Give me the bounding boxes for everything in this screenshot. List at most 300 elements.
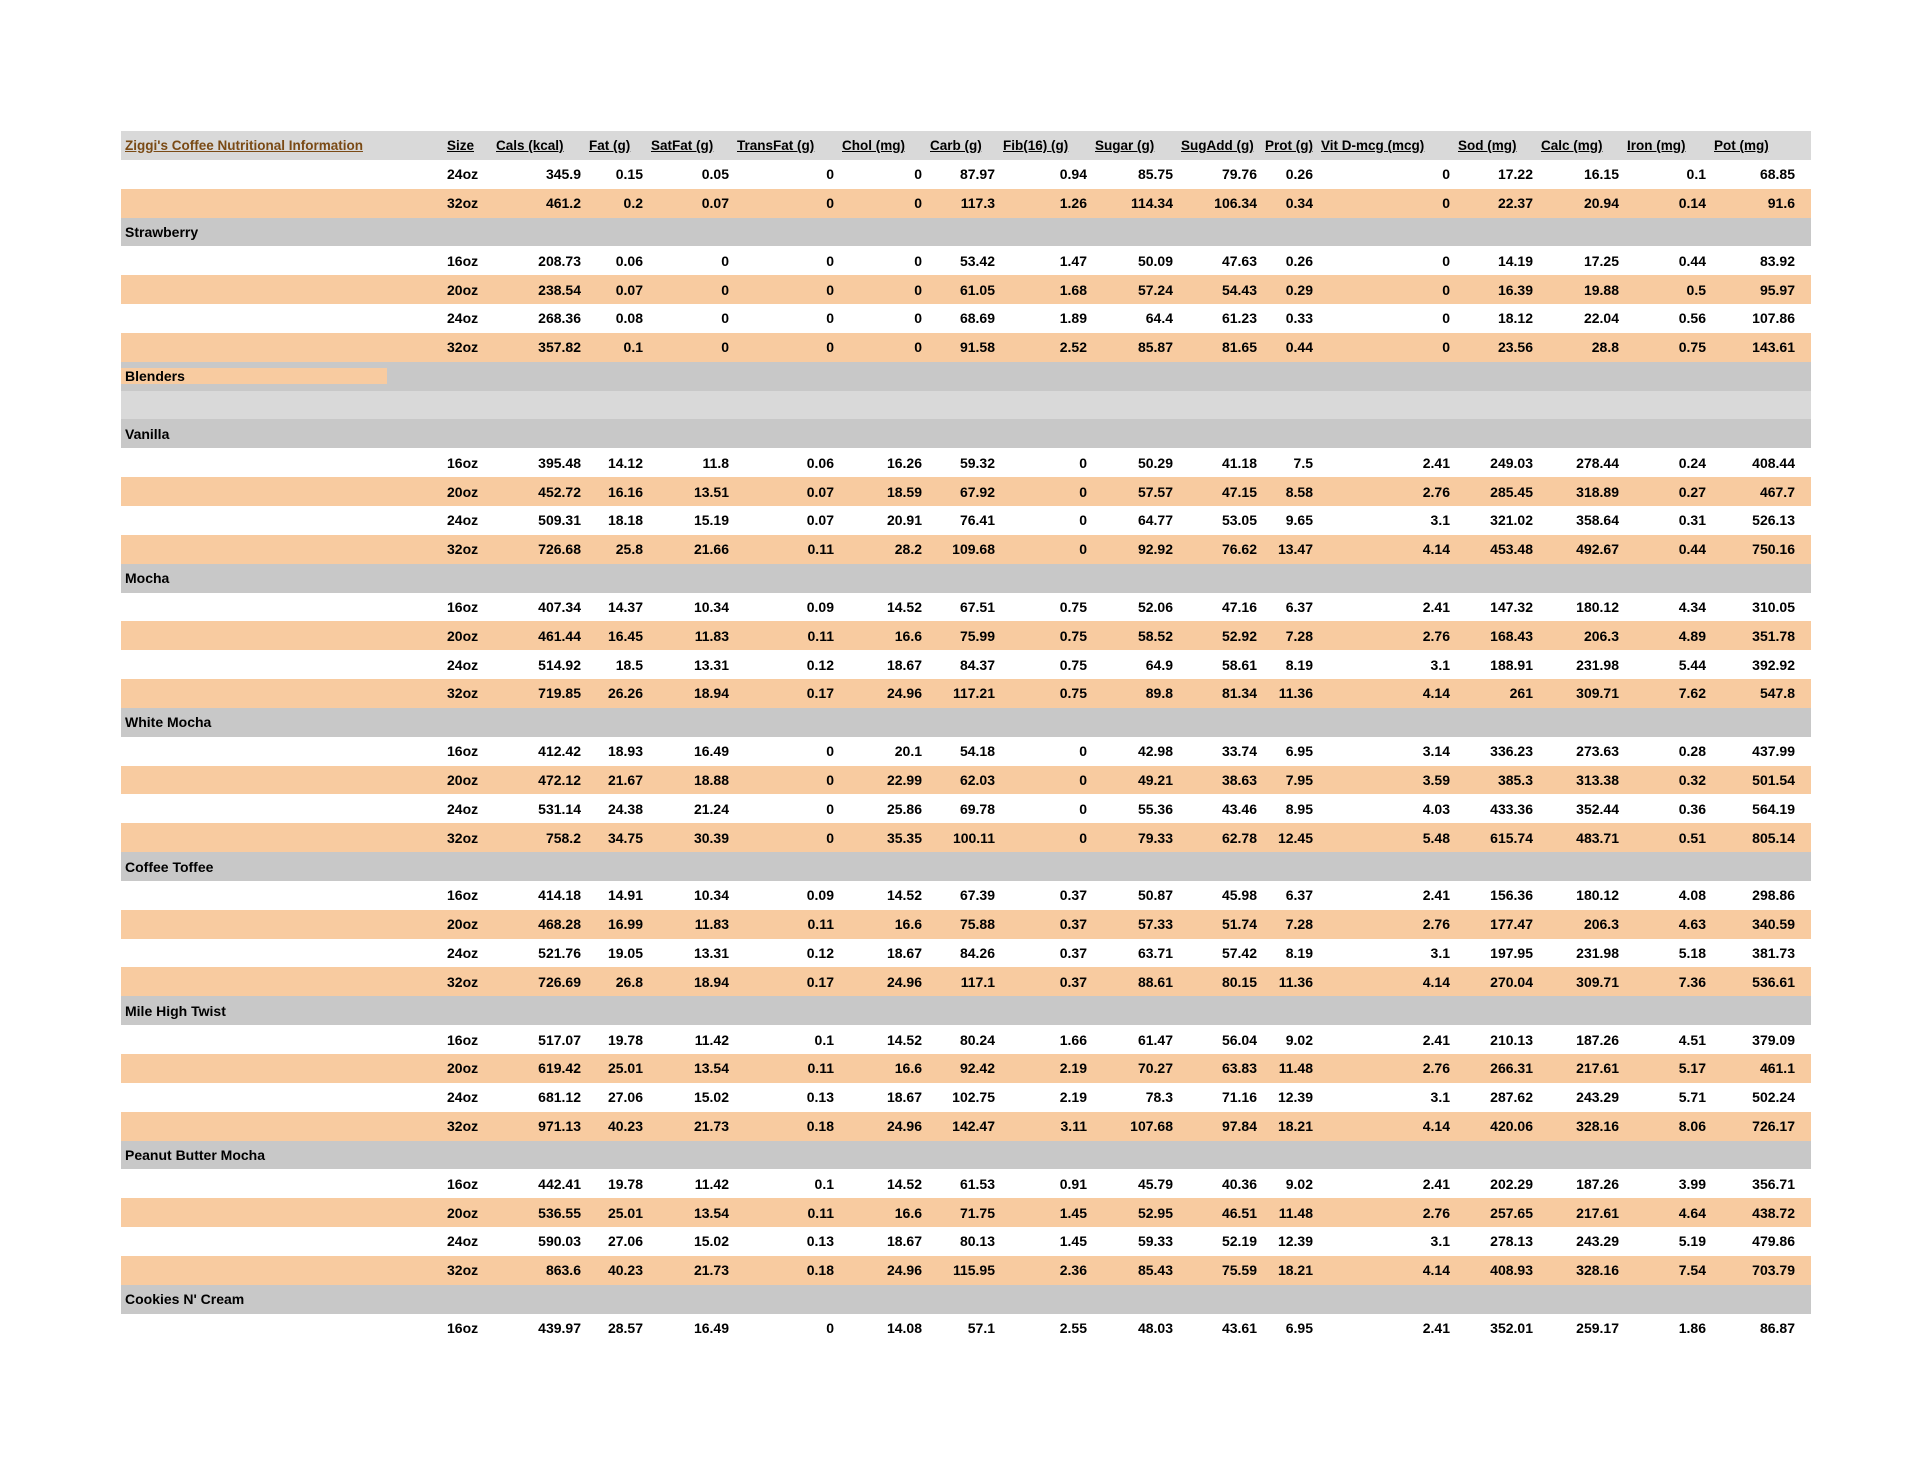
value-cell[interactable]: 0 xyxy=(826,771,834,788)
value-cell[interactable]: 0.1 xyxy=(1686,166,1706,183)
value-cell[interactable]: 0 xyxy=(914,281,922,298)
value-cell[interactable]: 59.33 xyxy=(1137,1233,1173,1250)
value-cell[interactable]: 4.34 xyxy=(1678,598,1706,615)
value-cell[interactable]: 5.71 xyxy=(1678,1089,1706,1106)
value-cell[interactable]: 27.06 xyxy=(607,1233,643,1250)
value-cell[interactable]: 0 xyxy=(1079,512,1087,529)
value-cell[interactable]: 24.96 xyxy=(886,973,922,990)
value-cell[interactable]: 7.28 xyxy=(1285,916,1313,933)
value-cell[interactable]: 0.06 xyxy=(806,454,834,471)
value-cell[interactable]: 86.87 xyxy=(1759,1320,1795,1337)
value-cell[interactable]: 0.44 xyxy=(1678,541,1706,558)
value-cell[interactable]: 18.67 xyxy=(886,945,922,962)
value-cell[interactable]: 71.16 xyxy=(1221,1089,1257,1106)
value-cell[interactable]: 468.28 xyxy=(538,916,581,933)
value-cell[interactable]: 726.69 xyxy=(538,973,581,990)
value-cell[interactable]: 5.19 xyxy=(1678,1233,1706,1250)
value-cell[interactable]: 0.11 xyxy=(807,541,834,558)
value-cell[interactable]: 92.92 xyxy=(1137,541,1173,558)
value-cell[interactable]: 0.44 xyxy=(1285,339,1313,356)
value-cell[interactable]: 0.2 xyxy=(623,195,643,212)
value-cell[interactable]: 91.58 xyxy=(959,339,995,356)
value-cell[interactable]: 0.36 xyxy=(1678,800,1706,817)
value-cell[interactable]: 357.82 xyxy=(538,339,581,356)
value-cell[interactable]: 80.15 xyxy=(1221,973,1257,990)
value-cell[interactable]: 3.59 xyxy=(1422,771,1450,788)
value-cell[interactable]: 0.17 xyxy=(806,685,834,702)
value-cell[interactable]: 0.18 xyxy=(806,1262,834,1279)
value-cell[interactable]: 805.14 xyxy=(1752,829,1795,846)
value-cell[interactable]: 356.71 xyxy=(1752,1175,1795,1192)
value-cell[interactable]: 81.34 xyxy=(1221,685,1257,702)
value-cell[interactable]: 3.1 xyxy=(1430,656,1450,673)
value-cell[interactable]: 210.13 xyxy=(1490,1031,1533,1048)
value-cell[interactable]: 0.15 xyxy=(615,166,643,183)
value-cell[interactable]: 420.06 xyxy=(1490,1118,1533,1135)
value-cell[interactable]: 16.49 xyxy=(693,743,729,760)
value-cell[interactable]: 16.16 xyxy=(607,483,643,500)
value-cell[interactable]: 0.07 xyxy=(615,281,643,298)
product-name[interactable]: Coffee Toffee xyxy=(125,858,214,875)
value-cell[interactable]: 14.37 xyxy=(607,598,643,615)
value-cell[interactable]: 18.93 xyxy=(607,743,643,760)
value-cell[interactable]: 0.75 xyxy=(1059,598,1087,615)
value-cell[interactable]: 4.64 xyxy=(1678,1204,1706,1221)
value-cell[interactable]: 407.34 xyxy=(538,598,581,615)
value-cell[interactable]: 3.14 xyxy=(1422,743,1450,760)
value-cell[interactable]: 63.71 xyxy=(1137,945,1173,962)
value-cell[interactable]: 0 xyxy=(1442,252,1450,269)
value-cell[interactable]: 0 xyxy=(1079,771,1087,788)
value-cell[interactable]: 509.31 xyxy=(538,512,581,529)
value-cell[interactable]: 50.29 xyxy=(1137,454,1173,471)
value-cell[interactable]: 392.92 xyxy=(1752,656,1795,673)
value-cell[interactable]: 6.37 xyxy=(1285,598,1313,615)
value-cell[interactable]: 4.14 xyxy=(1422,1262,1450,1279)
value-cell[interactable]: 351.78 xyxy=(1752,627,1795,644)
value-cell[interactable]: 442.41 xyxy=(538,1175,581,1192)
value-cell[interactable]: 46.51 xyxy=(1221,1204,1257,1221)
value-cell[interactable]: 6.37 xyxy=(1285,887,1313,904)
value-cell[interactable]: 2.76 xyxy=(1422,1060,1450,1077)
value-cell[interactable]: 0 xyxy=(826,339,834,356)
size-cell[interactable]: 32oz xyxy=(447,1118,479,1135)
value-cell[interactable]: 4.14 xyxy=(1422,973,1450,990)
value-cell[interactable]: 75.59 xyxy=(1221,1262,1257,1279)
value-cell[interactable]: 12.39 xyxy=(1277,1089,1313,1106)
value-cell[interactable]: 14.12 xyxy=(607,454,643,471)
value-cell[interactable]: 11.48 xyxy=(1278,1060,1313,1077)
value-cell[interactable]: 7.95 xyxy=(1285,771,1313,788)
value-cell[interactable]: 0.12 xyxy=(806,656,834,673)
value-cell[interactable]: 0.37 xyxy=(1059,887,1087,904)
value-cell[interactable]: 64.4 xyxy=(1145,310,1173,327)
value-cell[interactable]: 0.07 xyxy=(701,195,729,212)
value-cell[interactable]: 750.16 xyxy=(1752,541,1795,558)
value-cell[interactable]: 17.22 xyxy=(1497,166,1533,183)
sheet-title[interactable]: Ziggi's Coffee Nutritional Information xyxy=(125,137,363,153)
value-cell[interactable]: 9.02 xyxy=(1285,1031,1313,1048)
value-cell[interactable]: 3.1 xyxy=(1430,1089,1450,1106)
value-cell[interactable]: 54.43 xyxy=(1221,281,1257,298)
value-cell[interactable]: 10.34 xyxy=(693,887,729,904)
value-cell[interactable]: 453.48 xyxy=(1490,541,1533,558)
value-cell[interactable]: 2.19 xyxy=(1059,1060,1087,1077)
value-cell[interactable]: 47.63 xyxy=(1221,252,1257,269)
value-cell[interactable]: 102.75 xyxy=(952,1089,995,1106)
value-cell[interactable]: 18.5 xyxy=(615,656,643,673)
value-cell[interactable]: 3.1 xyxy=(1430,1233,1450,1250)
size-cell[interactable]: 24oz xyxy=(447,512,479,529)
size-cell[interactable]: 20oz xyxy=(447,916,479,933)
value-cell[interactable]: 18.67 xyxy=(886,656,922,673)
value-cell[interactable]: 5.44 xyxy=(1678,656,1706,673)
value-cell[interactable]: 20.91 xyxy=(886,512,922,529)
value-cell[interactable]: 0.11 xyxy=(807,627,834,644)
value-cell[interactable]: 268.36 xyxy=(538,310,581,327)
value-cell[interactable]: 88.61 xyxy=(1137,973,1173,990)
value-cell[interactable]: 57.42 xyxy=(1221,945,1257,962)
value-cell[interactable]: 76.62 xyxy=(1221,541,1257,558)
value-cell[interactable]: 4.14 xyxy=(1422,1118,1450,1135)
value-cell[interactable]: 13.54 xyxy=(693,1060,729,1077)
value-cell[interactable]: 0 xyxy=(914,252,922,269)
value-cell[interactable]: 0.75 xyxy=(1059,656,1087,673)
value-cell[interactable]: 4.08 xyxy=(1678,887,1706,904)
value-cell[interactable]: 412.42 xyxy=(538,743,581,760)
value-cell[interactable]: 12.39 xyxy=(1277,1233,1313,1250)
value-cell[interactable]: 5.17 xyxy=(1678,1060,1706,1077)
value-cell[interactable]: 83.92 xyxy=(1759,252,1795,269)
value-cell[interactable]: 52.19 xyxy=(1221,1233,1257,1250)
value-cell[interactable]: 0.11 xyxy=(807,1060,834,1077)
value-cell[interactable]: 197.95 xyxy=(1490,945,1533,962)
value-cell[interactable]: 472.12 xyxy=(538,771,581,788)
value-cell[interactable]: 7.28 xyxy=(1285,627,1313,644)
value-cell[interactable]: 11.8 xyxy=(702,454,729,471)
value-cell[interactable]: 352.44 xyxy=(1576,800,1619,817)
value-cell[interactable]: 18.67 xyxy=(886,1089,922,1106)
value-cell[interactable]: 20.94 xyxy=(1583,195,1619,212)
value-cell[interactable]: 45.79 xyxy=(1137,1175,1173,1192)
value-cell[interactable]: 249.03 xyxy=(1490,454,1533,471)
value-cell[interactable]: 25.86 xyxy=(886,800,922,817)
value-cell[interactable]: 328.16 xyxy=(1576,1118,1619,1135)
value-cell[interactable]: 0 xyxy=(826,1320,834,1337)
value-cell[interactable]: 53.42 xyxy=(959,252,995,269)
value-cell[interactable]: 202.29 xyxy=(1490,1175,1533,1192)
value-cell[interactable]: 309.71 xyxy=(1576,973,1619,990)
value-cell[interactable]: 5.48 xyxy=(1422,829,1450,846)
product-name[interactable]: White Mocha xyxy=(125,714,212,731)
value-cell[interactable]: 16.39 xyxy=(1497,281,1533,298)
value-cell[interactable]: 0 xyxy=(826,829,834,846)
value-cell[interactable]: 1.45 xyxy=(1059,1233,1087,1250)
value-cell[interactable]: 14.52 xyxy=(886,598,922,615)
size-cell[interactable]: 16oz xyxy=(447,598,479,615)
value-cell[interactable]: 43.46 xyxy=(1221,800,1257,817)
value-cell[interactable]: 23.56 xyxy=(1497,339,1533,356)
value-cell[interactable]: 0.26 xyxy=(1285,252,1313,269)
value-cell[interactable]: 0.05 xyxy=(701,166,729,183)
value-cell[interactable]: 117.3 xyxy=(960,195,995,212)
value-cell[interactable]: 703.79 xyxy=(1752,1262,1795,1279)
size-cell[interactable]: 32oz xyxy=(447,973,479,990)
value-cell[interactable]: 47.16 xyxy=(1221,598,1257,615)
value-cell[interactable]: 62.78 xyxy=(1221,829,1257,846)
value-cell[interactable]: 0 xyxy=(721,339,729,356)
value-cell[interactable]: 0.26 xyxy=(1285,166,1313,183)
value-cell[interactable]: 278.13 xyxy=(1490,1233,1533,1250)
value-cell[interactable]: 0.34 xyxy=(1285,195,1313,212)
value-cell[interactable]: 11.36 xyxy=(1278,973,1313,990)
size-cell[interactable]: 32oz xyxy=(447,541,479,558)
value-cell[interactable]: 217.61 xyxy=(1576,1204,1619,1221)
value-cell[interactable]: 22.37 xyxy=(1497,195,1533,212)
value-cell[interactable]: 1.47 xyxy=(1059,252,1087,269)
value-cell[interactable]: 0 xyxy=(826,743,834,760)
size-cell[interactable]: 20oz xyxy=(447,483,479,500)
value-cell[interactable]: 5.18 xyxy=(1678,945,1706,962)
value-cell[interactable]: 6.95 xyxy=(1285,1320,1313,1337)
value-cell[interactable]: 3.1 xyxy=(1430,512,1450,529)
value-cell[interactable]: 19.88 xyxy=(1583,281,1619,298)
value-cell[interactable]: 67.92 xyxy=(959,483,995,500)
value-cell[interactable]: 479.86 xyxy=(1752,1233,1795,1250)
value-cell[interactable]: 278.44 xyxy=(1576,454,1619,471)
value-cell[interactable]: 352.01 xyxy=(1490,1320,1533,1337)
value-cell[interactable]: 0 xyxy=(826,281,834,298)
size-cell[interactable]: 32oz xyxy=(447,195,479,212)
value-cell[interactable]: 9.02 xyxy=(1285,1175,1313,1192)
value-cell[interactable]: 433.36 xyxy=(1490,800,1533,817)
value-cell[interactable]: 461.44 xyxy=(538,627,581,644)
value-cell[interactable]: 28.8 xyxy=(1591,339,1619,356)
value-cell[interactable]: 681.12 xyxy=(538,1089,581,1106)
value-cell[interactable]: 321.02 xyxy=(1490,512,1533,529)
value-cell[interactable]: 0.17 xyxy=(806,973,834,990)
value-cell[interactable]: 0.13 xyxy=(806,1233,834,1250)
value-cell[interactable]: 0.06 xyxy=(615,252,643,269)
value-cell[interactable]: 0 xyxy=(1079,483,1087,500)
value-cell[interactable]: 0 xyxy=(914,339,922,356)
value-cell[interactable]: 18.67 xyxy=(886,1233,922,1250)
value-cell[interactable]: 80.13 xyxy=(959,1233,995,1250)
value-cell[interactable]: 117.1 xyxy=(960,973,995,990)
size-cell[interactable]: 20oz xyxy=(447,771,479,788)
value-cell[interactable]: 971.13 xyxy=(538,1118,581,1135)
value-cell[interactable]: 69.78 xyxy=(959,800,995,817)
value-cell[interactable]: 15.02 xyxy=(693,1089,729,1106)
value-cell[interactable]: 21.24 xyxy=(693,800,729,817)
value-cell[interactable]: 115.95 xyxy=(952,1262,995,1279)
value-cell[interactable]: 231.98 xyxy=(1576,656,1619,673)
value-cell[interactable]: 2.41 xyxy=(1422,1175,1450,1192)
value-cell[interactable]: 50.87 xyxy=(1137,887,1173,904)
value-cell[interactable]: 70.27 xyxy=(1137,1060,1173,1077)
value-cell[interactable]: 0.09 xyxy=(806,887,834,904)
value-cell[interactable]: 531.14 xyxy=(538,800,581,817)
value-cell[interactable]: 0.08 xyxy=(615,310,643,327)
product-name[interactable]: Cookies N' Cream xyxy=(125,1291,245,1308)
value-cell[interactable]: 261 xyxy=(1509,685,1533,702)
value-cell[interactable]: 68.69 xyxy=(959,310,995,327)
value-cell[interactable]: 45.98 xyxy=(1221,887,1257,904)
value-cell[interactable]: 547.8 xyxy=(1759,685,1795,702)
value-cell[interactable]: 13.51 xyxy=(693,483,729,500)
value-cell[interactable]: 0 xyxy=(1442,281,1450,298)
value-cell[interactable]: 61.05 xyxy=(959,281,995,298)
value-cell[interactable]: 61.53 xyxy=(959,1175,995,1192)
value-cell[interactable]: 18.21 xyxy=(1277,1262,1313,1279)
value-cell[interactable]: 156.36 xyxy=(1490,887,1533,904)
value-cell[interactable]: 358.64 xyxy=(1576,512,1619,529)
value-cell[interactable]: 18.21 xyxy=(1277,1118,1313,1135)
size-cell[interactable]: 16oz xyxy=(447,454,479,471)
product-name[interactable]: Vanilla xyxy=(125,425,170,442)
value-cell[interactable]: 1.86 xyxy=(1678,1320,1706,1337)
value-cell[interactable]: 107.68 xyxy=(1130,1118,1173,1135)
value-cell[interactable]: 43.61 xyxy=(1221,1320,1257,1337)
value-cell[interactable]: 3.1 xyxy=(1430,945,1450,962)
size-cell[interactable]: 16oz xyxy=(447,252,479,269)
value-cell[interactable]: 26.8 xyxy=(615,973,643,990)
value-cell[interactable]: 51.74 xyxy=(1221,916,1257,933)
value-cell[interactable]: 16.6 xyxy=(894,916,922,933)
value-cell[interactable]: 10.34 xyxy=(693,598,729,615)
value-cell[interactable]: 64.9 xyxy=(1145,656,1173,673)
value-cell[interactable]: 0 xyxy=(826,310,834,327)
value-cell[interactable]: 6.95 xyxy=(1285,743,1313,760)
value-cell[interactable]: 27.06 xyxy=(607,1089,643,1106)
value-cell[interactable]: 7.5 xyxy=(1293,454,1313,471)
value-cell[interactable]: 75.88 xyxy=(959,916,995,933)
value-cell[interactable]: 0.5 xyxy=(1686,281,1706,298)
value-cell[interactable]: 590.03 xyxy=(538,1233,581,1250)
size-cell[interactable]: 32oz xyxy=(447,339,479,356)
value-cell[interactable]: 22.04 xyxy=(1583,310,1619,327)
size-cell[interactable]: 24oz xyxy=(447,656,479,673)
value-cell[interactable]: 18.94 xyxy=(693,973,729,990)
value-cell[interactable]: 8.19 xyxy=(1285,945,1313,962)
value-cell[interactable]: 106.34 xyxy=(1214,195,1257,212)
value-cell[interactable]: 61.47 xyxy=(1137,1031,1173,1048)
value-cell[interactable]: 0 xyxy=(826,252,834,269)
value-cell[interactable]: 48.03 xyxy=(1137,1320,1173,1337)
value-cell[interactable]: 25.01 xyxy=(607,1060,643,1077)
value-cell[interactable]: 2.52 xyxy=(1059,339,1087,356)
value-cell[interactable]: 28.2 xyxy=(894,541,922,558)
product-name[interactable]: Peanut Butter Mocha xyxy=(125,1146,266,1163)
value-cell[interactable]: 22.99 xyxy=(886,771,922,788)
value-cell[interactable]: 243.29 xyxy=(1576,1233,1619,1250)
value-cell[interactable]: 11.48 xyxy=(1278,1204,1313,1221)
product-name[interactable]: Strawberry xyxy=(125,223,199,240)
value-cell[interactable]: 25.01 xyxy=(607,1204,643,1221)
value-cell[interactable]: 18.59 xyxy=(886,483,922,500)
value-cell[interactable]: 95.97 xyxy=(1759,281,1795,298)
value-cell[interactable]: 2.36 xyxy=(1059,1262,1087,1279)
value-cell[interactable]: 42.98 xyxy=(1137,743,1173,760)
value-cell[interactable]: 231.98 xyxy=(1576,945,1619,962)
value-cell[interactable]: 0 xyxy=(914,310,922,327)
value-cell[interactable]: 24.96 xyxy=(886,1262,922,1279)
value-cell[interactable]: 4.63 xyxy=(1678,916,1706,933)
value-cell[interactable]: 208.73 xyxy=(538,252,581,269)
value-cell[interactable]: 2.76 xyxy=(1422,1204,1450,1221)
value-cell[interactable]: 0 xyxy=(1442,195,1450,212)
value-cell[interactable]: 257.65 xyxy=(1490,1204,1533,1221)
value-cell[interactable]: 461.1 xyxy=(1759,1060,1795,1077)
value-cell[interactable]: 2.55 xyxy=(1059,1320,1087,1337)
value-cell[interactable]: 19.05 xyxy=(607,945,643,962)
value-cell[interactable]: 536.55 xyxy=(538,1204,581,1221)
value-cell[interactable]: 9.65 xyxy=(1285,512,1313,529)
value-cell[interactable]: 328.16 xyxy=(1576,1262,1619,1279)
value-cell[interactable]: 2.76 xyxy=(1422,627,1450,644)
value-cell[interactable]: 206.3 xyxy=(1583,627,1619,644)
value-cell[interactable]: 35.35 xyxy=(886,829,922,846)
value-cell[interactable]: 20.1 xyxy=(894,743,922,760)
value-cell[interactable]: 0 xyxy=(1079,829,1087,846)
value-cell[interactable]: 11.83 xyxy=(694,627,729,644)
value-cell[interactable]: 64.77 xyxy=(1137,512,1173,529)
value-cell[interactable]: 107.86 xyxy=(1752,310,1795,327)
value-cell[interactable]: 0.94 xyxy=(1059,166,1087,183)
value-cell[interactable]: 758.2 xyxy=(545,829,581,846)
value-cell[interactable]: 33.74 xyxy=(1221,743,1257,760)
value-cell[interactable]: 340.59 xyxy=(1752,916,1795,933)
value-cell[interactable]: 0.1 xyxy=(814,1031,834,1048)
value-cell[interactable]: 238.54 xyxy=(538,281,581,298)
value-cell[interactable]: 619.42 xyxy=(538,1060,581,1077)
value-cell[interactable]: 61.23 xyxy=(1221,310,1257,327)
value-cell[interactable]: 439.97 xyxy=(538,1320,581,1337)
value-cell[interactable]: 56.04 xyxy=(1221,1031,1257,1048)
size-cell[interactable]: 16oz xyxy=(447,743,479,760)
size-cell[interactable]: 32oz xyxy=(447,829,479,846)
value-cell[interactable]: 8.19 xyxy=(1285,656,1313,673)
value-cell[interactable]: 11.42 xyxy=(694,1175,729,1192)
value-cell[interactable]: 53.05 xyxy=(1221,512,1257,529)
value-cell[interactable]: 0 xyxy=(721,310,729,327)
value-cell[interactable]: 521.76 xyxy=(538,945,581,962)
value-cell[interactable]: 266.31 xyxy=(1490,1060,1533,1077)
value-cell[interactable]: 188.91 xyxy=(1490,656,1533,673)
value-cell[interactable]: 536.61 xyxy=(1752,973,1795,990)
value-cell[interactable]: 270.04 xyxy=(1490,973,1533,990)
value-cell[interactable]: 385.3 xyxy=(1497,771,1533,788)
value-cell[interactable]: 14.52 xyxy=(886,1175,922,1192)
value-cell[interactable]: 76.41 xyxy=(959,512,995,529)
value-cell[interactable]: 180.12 xyxy=(1576,598,1619,615)
value-cell[interactable]: 0.09 xyxy=(806,598,834,615)
value-cell[interactable]: 40.36 xyxy=(1221,1175,1257,1192)
value-cell[interactable]: 3.99 xyxy=(1678,1175,1706,1192)
value-cell[interactable]: 84.37 xyxy=(959,656,995,673)
value-cell[interactable]: 85.75 xyxy=(1137,166,1173,183)
value-cell[interactable]: 8.95 xyxy=(1285,800,1313,817)
value-cell[interactable]: 52.92 xyxy=(1221,627,1257,644)
value-cell[interactable]: 0.29 xyxy=(1285,281,1313,298)
value-cell[interactable]: 11.42 xyxy=(694,1031,729,1048)
value-cell[interactable]: 14.08 xyxy=(886,1320,922,1337)
value-cell[interactable]: 564.19 xyxy=(1752,800,1795,817)
value-cell[interactable]: 187.26 xyxy=(1576,1175,1619,1192)
value-cell[interactable]: 395.48 xyxy=(538,454,581,471)
value-cell[interactable]: 0 xyxy=(1079,800,1087,817)
value-cell[interactable]: 0 xyxy=(721,281,729,298)
